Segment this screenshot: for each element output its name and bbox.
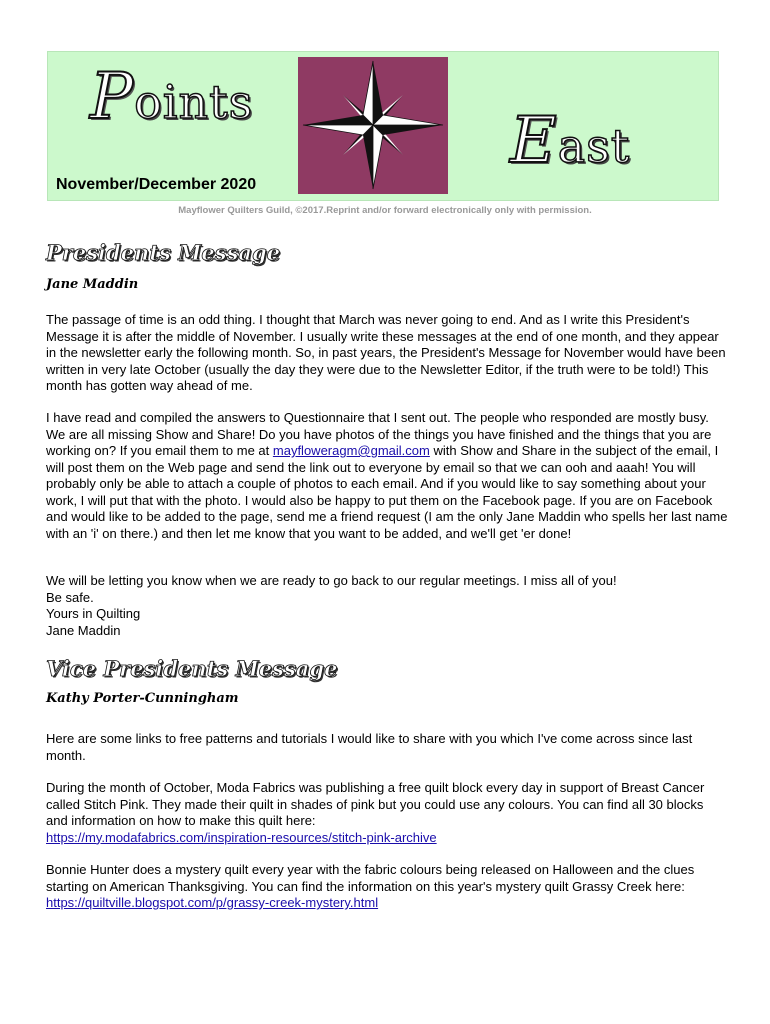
masthead-title-points	[90, 60, 253, 134]
presidents-paragraph-3	[46, 573, 728, 639]
stitch-pink-link[interactable]: https://my.modafabrics.com/inspiration-resources/stitch-pink-archive	[46, 829, 437, 845]
presidents-message-heading: Presidents Message	[46, 240, 281, 265]
presidents-paragraph-2	[46, 410, 728, 542]
vice-presidents-message-heading: Vice Presidents Message	[46, 656, 338, 681]
vice-presidents-message-author: Kathy Porter-Cunningham	[46, 691, 239, 706]
vice-presidents-paragraph-3	[46, 862, 728, 912]
closing-line: We will be letting you know when we are ready to go back to our regular meetings. I miss all of you!	[46, 573, 617, 588]
closing-line: Be safe.	[46, 589, 94, 605]
masthead-title-east	[510, 104, 630, 178]
title-initial-p: P	[90, 60, 135, 134]
masthead	[47, 51, 719, 201]
signature-name: Jane Maddin	[46, 622, 121, 638]
copyright-notice: Mayflower Quilters Guild, ©2017.Reprint and/or forward electronically only with permission.	[178, 205, 592, 216]
vice-presidents-paragraph-1: Here are some links to free patterns and tutorials I would like to share with you which I've come across since last month.	[46, 731, 693, 763]
paragraph-text: with Show and Share in the subject of the email, I will post them on the Web page and send the link out to everyone by email so that we can ooh and aaah! You will probably only be able to attach a couple of photos to each email. And if you would like to say something about your work, I will put that with the photo. I would also be happy to put them on the Facebook page. If you are on Facebook and would like to be added to the page, send me a friend request (I am the only Jane Maddin who spells her last name with an 'i' on there.) and then let me know that you want to be added, and we'll get 'er done!	[46, 443, 728, 541]
compass-star-logo	[298, 57, 448, 194]
vice-presidents-paragraph-2	[46, 780, 728, 846]
presidents-message-author: Jane Maddin	[46, 277, 139, 292]
compass-star-icon	[298, 57, 448, 194]
title-rest-points: oints	[134, 75, 254, 129]
grassy-creek-link[interactable]: https://quiltville.blogspot.com/p/grassy-creek-mystery.html	[46, 895, 379, 910]
title-initial-e: E	[510, 104, 558, 178]
paragraph-text: During the month of October, Moda Fabrics was publishing a free quilt block every day in support of Breast Cancer called Stitch Pink. They made their quilt in shades of pink but you could use any colours. You can find all 30 blocks and information on how to make this quilt here:	[46, 780, 705, 828]
paragraph-text: I have read and compiled the answers to Questionnaire that I sent out. The people who responded are mostly busy. We are all missing Show and Share! Do you have photos of the things you have finished and the things that you are working on? If you email them to me at	[46, 410, 712, 458]
issue-date: November/December 2020	[56, 176, 257, 193]
title-rest-east: ast	[557, 119, 631, 173]
paragraph-text: Bonnie Hunter does a mystery quilt every year with the fabric colours being released on Halloween and the clues starting on American Thanksgiving. You can find the information on this year's mystery quilt Grassy Creek here:	[46, 862, 695, 894]
email-link[interactable]: mayfloweragm@gmail.com	[272, 443, 430, 458]
presidents-paragraph-1: The passage of time is an odd thing. I thought that March was never going to end. And as I write this President's Message it is after the middle of November. I usually write these messages at the end of one month, and they appear in the newsletter early the following month. So, in past years, the President's Message for November would have been written in very late October (usually the day they were due to the Newsletter Editor, if the truth were to be told!) This month has gotten way ahead of me.	[46, 312, 726, 393]
closing-line: Yours in Quilting	[46, 606, 141, 621]
